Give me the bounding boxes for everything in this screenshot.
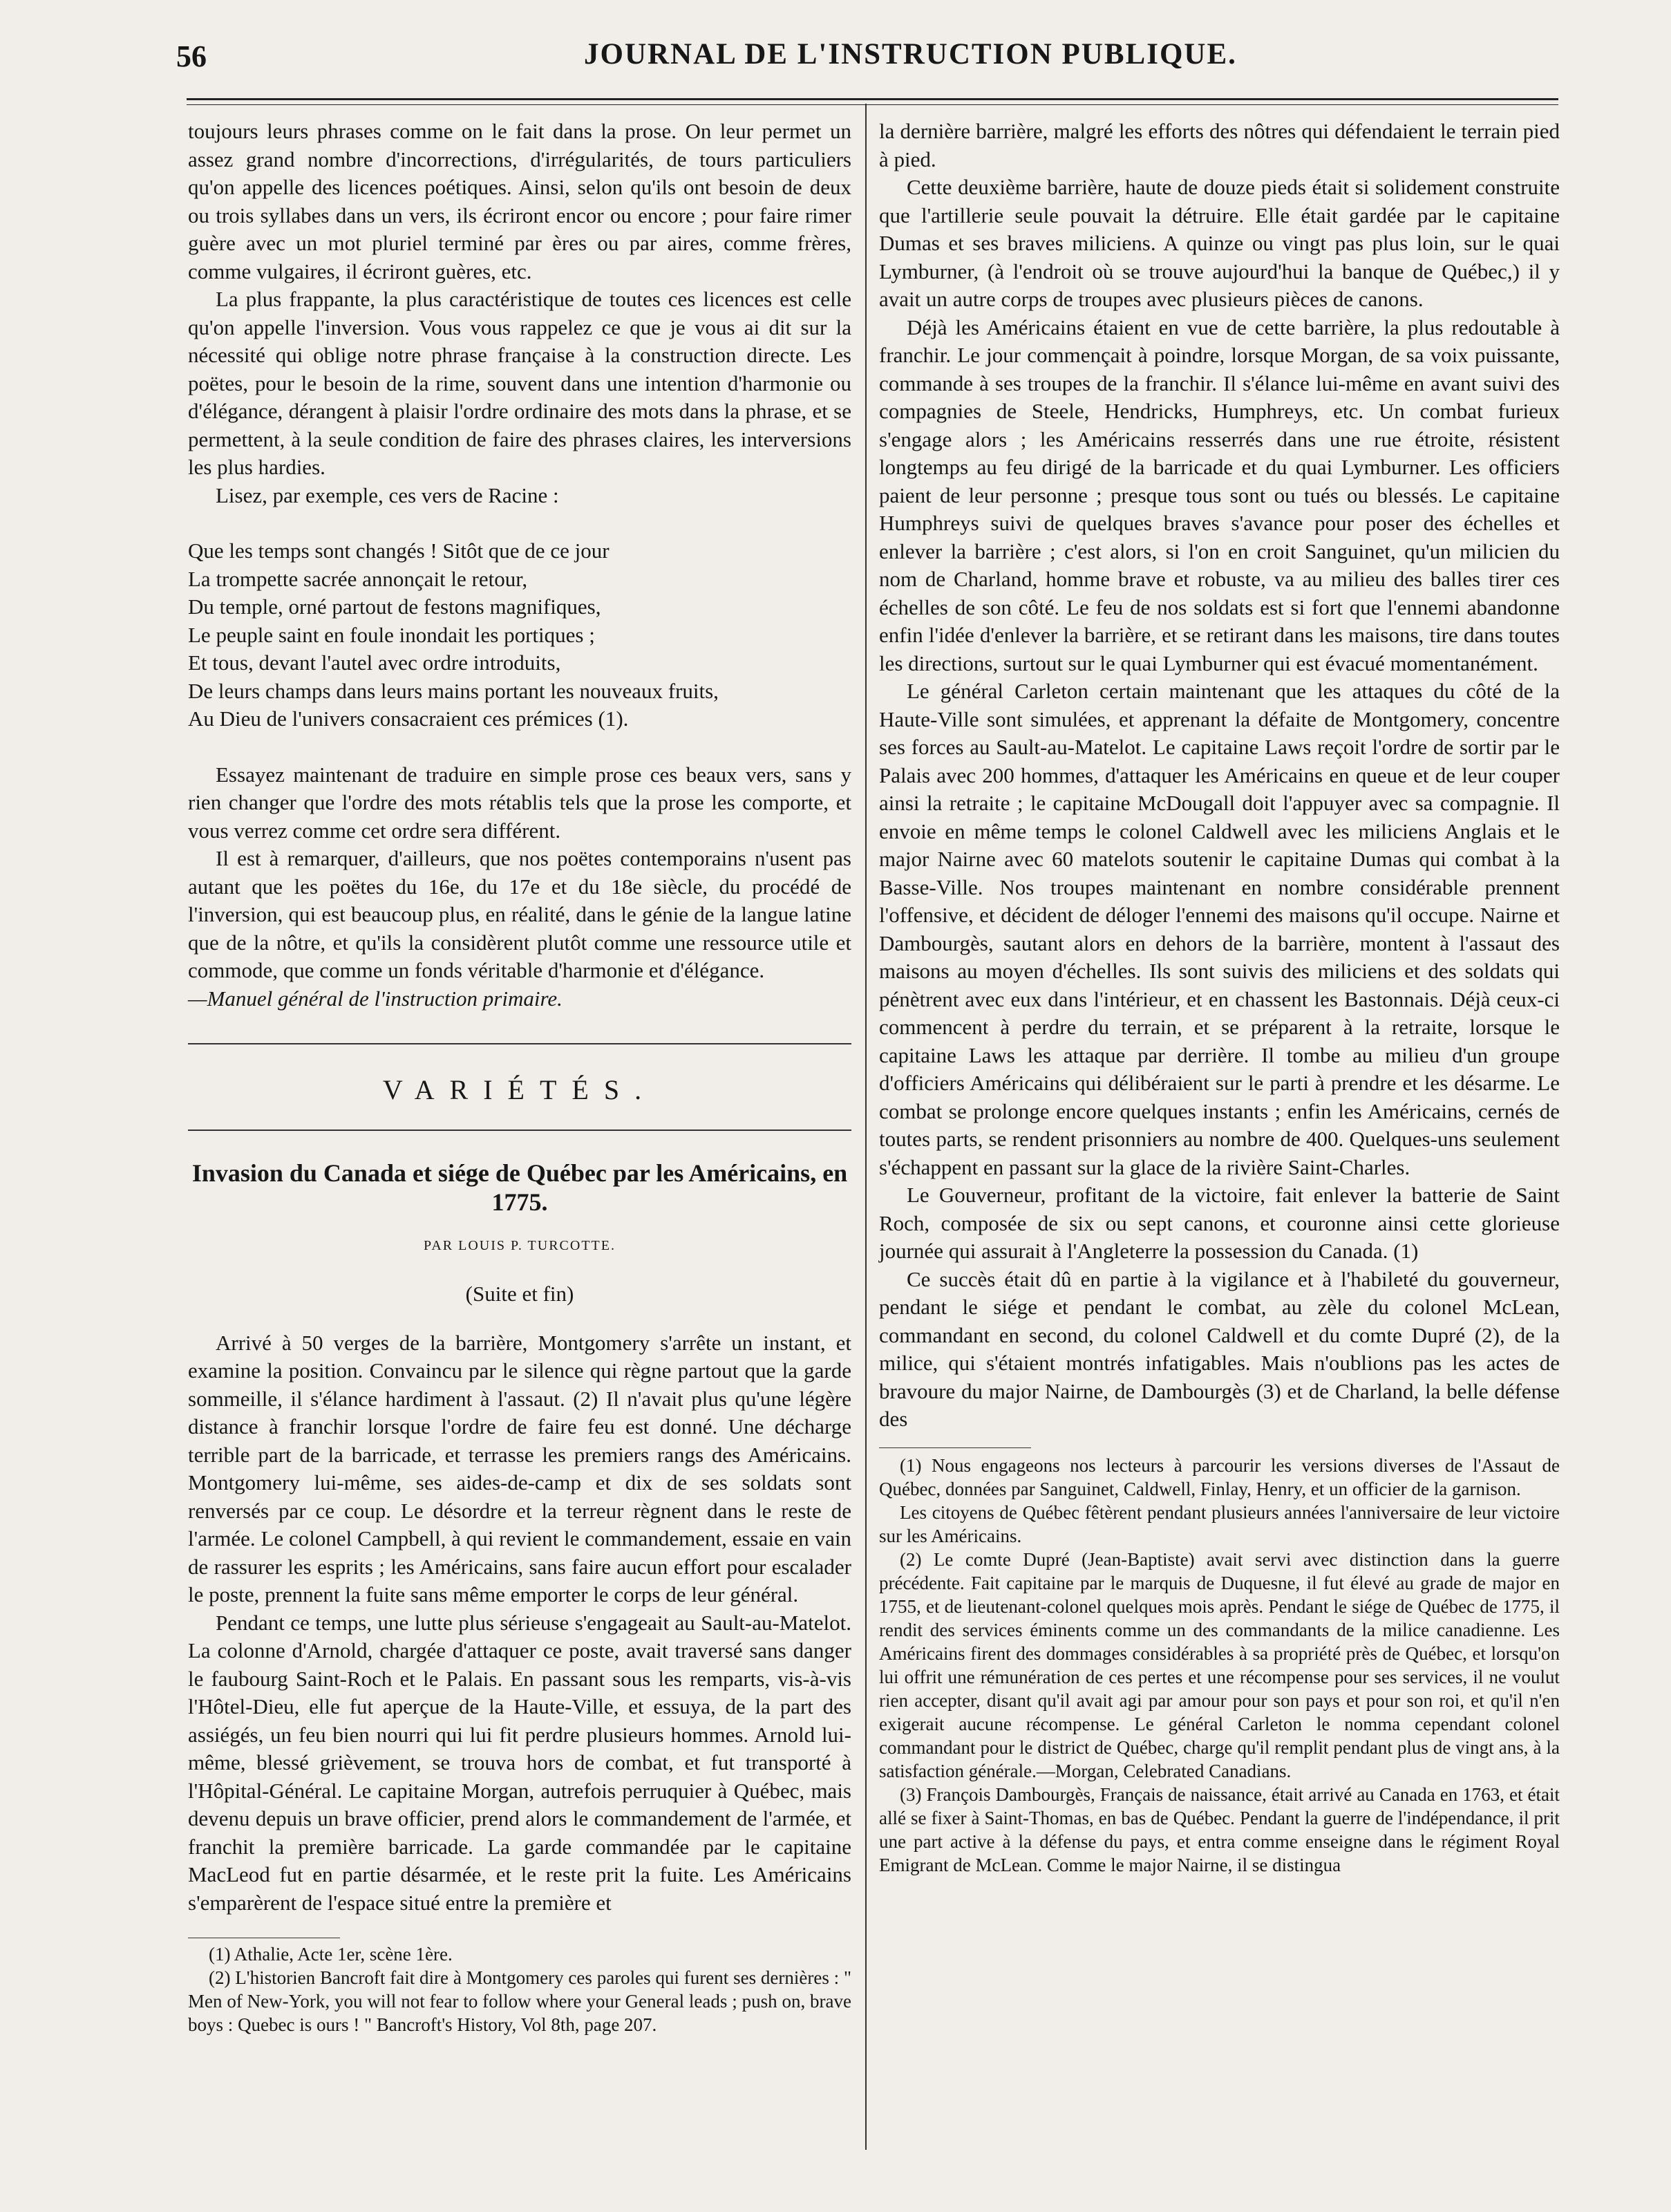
right-paragraph-4: Le général Carleton certain maintenant que les attaques du côté de la Haute-Ville sont simulées, et apprenant la défaite de Montgomery, concentre ses forces au Sault-au-Matelot. Le capitaine Laws reçoit l'ordre de sortir par le Palais avec 200 hommes, d'attaquer les Américains en queue et de leur couper ainsi la retraite ; le capitaine McDougall doit l'appuyer avec sa compagnie. Il envoie en même temps le colonel Caldwell avec les miliciens Anglais et le major Nairne avec 60 matelots soutenir le capitaine Dumas qui combat à la Basse-Ville. Nos troupes maintenant en nombre considérable prennent l'offensive, et décident de déloger l'ennemi des maisons qu'il occupe. Nairne et Dambourgès, sautant alors en dehors de la barrière, montent à l'assaut des maisons au moyen d'échelles. Ils sont suivis des miliciens et des soldats qui pénètrent avec eux dans l'intérieur, et en chassent les Bastonnais. Déjà ceux-ci commencent à perdre du terrain, et se préparent à la retraite, lorsque le capitaine Laws les attaque par derrière. Il tombe au milieu d'un groupe d'officiers Américains qui délibéraient sur le parti à prendre et les désarme. Le combat se prolonge encore quelques instants ; enfin les Américains, cernés de toutes parts, se rendent prisonniers au nombre de 400. Quelques-uns seulement s'échappent en passant sur la glace de la rivière Saint-Charles. — [879, 679, 1560, 1179]
left-paragraph-3: Lisez, par exemple, ces vers de Racine : — [216, 482, 559, 507]
right-footnotes — [879, 1454, 1560, 1877]
journal-title: JOURNAL DE L'INSTRUCTION PUBLIQUE. — [584, 38, 1237, 71]
verse-line: Du temple, orné partout de festons magnifiques, — [188, 594, 601, 619]
article-title: Invasion du Canada et siége de Québec par les Américains, en 1775. — [191, 1159, 848, 1216]
left-paragraph-2: La plus frappante, la plus caractéristique de toutes ces licences est celle qu'on appelle l'inversion. Vous vous rappelez ce que je vous ai dit sur la nécessité qui oblige notre phrase française à la construction directe. Les poëtes, pour le besoin de la rime, souvent dans une intention d'harmonie ou d'élégance, dérangent à plaisir l'ordre ordinaire des mots dans la phrase, et se permettent, à la seule condition de faire des phrases claires, les interversions les plus hardies. — [188, 287, 851, 479]
verse-line: Que les temps sont changés ! Sitôt que de ce jour — [188, 538, 610, 563]
right-paragraph-6: Ce succès était dû en partie à la vigilance et à l'habileté du gouverneur, pendant le siége et pendant le combat, au zèle du colonel McLean, commandant en second, du colonel Caldwell et du comte Dupré (2), de la milice, qui s'étaient montrés infatigables. Mais n'oublions pas les actes de bravoure du major Nairne, de Dambourgès (3) et de Charland, la belle défense des — [879, 1266, 1560, 1431]
left-paragraph-6: Arrivé à 50 verges de la barrière, Montgomery s'arrête un instant, et examine la position. Convaincu par le silence qui règne partout que la garde sommeille, il s'élance hardiment à l'assaut. (2) Il n'avait plus qu'une légère distance à franchir lorsque l'ordre de faire feu est donné. Une décharge terrible part de la barricade, et terrasse les premiers rangs des Américains. Montgomery lui-même, ses aides-de-camp et dix de ses soldats sont renversés par ce coup. Le désordre et la terreur règnent dans le reste de l'armée. Le colonel Campbell, à qui revient le commandement, essaie en vain de rassurer les esprits ; les Américains, sans faire aucun effort pour escalader le poste, prennent la fuite sans même emporter le corps de leur général. — [188, 1330, 851, 1606]
page-header — [176, 33, 1551, 75]
left-paragraph-7: Pendant ce temps, une lutte plus sérieuse s'engageait au Sault-au-Matelot. La colonne d'Arnold, chargée d'attaquer ce poste, avait traversé sans danger le faubourg Saint-Roch et le Palais. En passant sous les remparts, vis-à-vis l'Hôtel-Dieu, elle fut aperçue de la Haute-Ville, et essuya, de la part des assiégés, un feu bien nourri qui lui fit perdre plusieurs hommes. Arnold lui-même, blessé grièvement, se trouva hors de combat, et fut transporté à l'Hôpital-Général. Le capitaine Morgan, autrefois perruquier à Québec, mais devenu depuis un brave officier, prend alors le commandement de l'armée, et franchit la première barricade. La garde commandée par le capitaine MacLeod fut en partie désarmée, et le reste prit la fuite. Les Américains s'emparèrent de l'espace situé entre la première et — [188, 1610, 851, 1915]
left-column — [188, 118, 851, 2036]
verse-line: De leurs champs dans leurs mains portant les nouveaux fruits, — [188, 678, 719, 703]
suite-label: (Suite et fin) — [465, 1282, 574, 1306]
byline: PAR LOUIS P. TURCOTTE. — [424, 1237, 616, 1253]
footnote: (1) Nous engageons nos lecteurs à parcourir les versions diverses de l'Assaut de Québec, données par Sanguinet, Caldwell, Finlay, Henry, et un officier de la garnison. — [879, 1454, 1560, 1499]
right-paragraph-1: la dernière barrière, malgré les efforts des nôtres qui défendaient le terrain pied à pied. — [879, 119, 1560, 171]
column-divider — [865, 104, 867, 2150]
verse-line: La trompette sacrée annonçait le retour, — [188, 566, 528, 591]
footnote-rule — [879, 1447, 1031, 1448]
verse-line: Et tous, devant l'autel avec ordre introduits, — [188, 650, 561, 675]
attribution: —Manuel général de l'instruction primaire. — [188, 986, 563, 1011]
verse-line: Le peuple saint en foule inondait les portiques ; — [188, 622, 595, 647]
footnote: (2) Le comte Dupré (Jean-Baptiste) avait servi avec distinction dans la guerre précédente. Fait capitaine par le marquis de Duquesne, il fut élevé au grade de major en 1755, et de lieutenant-colonel quelques mois après. Pendant le siége de Québec de 1775, il rendit des services éminents comme un des commandants de la milice canadienne. Les Américains firent des dommages considérables à sa propriété près de Québec, et lorsqu'on lui offrit une rémunération de ces pertes et une récompense pour ses services, il ne voulut rien accepter, disant qu'il avait agi par amour pour son pays et pour son roi, et qu'il n'en exigerait aucune récompense. Le général Carleton le nomma cependant colonel commandant pour le district de Québec, charge qu'il remplit pendant plus de vingt ans, à la satisfaction générale.—Morgan, Celebrated Canadians. — [879, 1548, 1560, 1781]
footnote: (2) L'historien Bancroft fait dire à Montgomery ces paroles qui furent ses dernières : " Men of New-York, you will not fear to follow where your General leads ; push on, brave boys : Quebec is ours ! " Bancroft's History, Vol 8th, page 207. — [188, 1967, 851, 2035]
right-paragraph-2: Cette deuxième barrière, haute de douze pieds était si solidement construite que l'artillerie seule pouvait la détruire. Elle était gardée par le capitaine Dumas et ses braves miliciens. A quinze ou vingt pas plus loin, sur le quai Lymburner, (à l'endroit où se trouve aujourd'hui la banque de Québec,) il y avait un autre corps de troupes avec plusieurs pièces de canons. — [879, 175, 1560, 311]
right-paragraph-3: Déjà les Américains étaient en vue de cette barrière, la plus redoutable à franchir. Le jour commençait à poindre, lorsque Morgan, de sa voix puissante, commande à ses troupes de la franchir. Il s'élance lui-même en avant suivi des compagnies de Steele, Hendricks, Humphreys, etc. Un combat furieux s'engage alors ; les Américains resserrés dans une rue étroite, résistent longtemps au feu dirigé de la barricade et du quai Lymburner. Les officiers paient de leur personne ; presque tous sont ou tués ou blessés. Le capitaine Humphreys suivi de quelques braves s'avance pour poser des échelles et enlever la barrière ; c'est alors, si l'on en croit Sanguinet, qu'un milicien du nom de Charland, homme brave et robuste, va au milieu des balles tirer ces échelles de son côté. Le feu de nos soldats est si fort que l'ennemi abandonne enfin l'idée d'enlever la barrière, et se retirant dans les maisons, tire dans toutes les directions, surtout sur le quai Lymburner qui est évacué momentanément. — [879, 315, 1560, 675]
header-rule — [187, 98, 1558, 105]
left-paragraph-5: Il est à remarquer, d'ailleurs, que nos poëtes contemporains n'usent pas autant que les poëtes du 16e, du 17e et du 18e siècle, du procédé de l'inversion, qui est beaucoup plus, en réalité, dans le génie de la langue latine que de la nôtre, et qu'ils la considèrent plutôt comme une ressource utile et commode, que comme un fonds véritable d'harmonie et d'élégance. — [188, 846, 851, 982]
footnote: (3) François Dambourgès, Français de naissance, était arrivé au Canada en 1763, et était allé se fixer à Saint-Thomas, en bas de Québec. Pendant la guerre de l'indépendance, il prit une part active à la défense du pays, et entra comme enseigne dans le régiment Royal Emigrant de McLean. Comme le major Nairne, il se distingua — [879, 1783, 1560, 1875]
verse-line: Au Dieu de l'univers consacraient ces prémices (1). — [188, 706, 629, 731]
page-number: 56 — [176, 39, 207, 73]
section-rule — [188, 1043, 851, 1044]
left-paragraph-1: toujours leurs phrases comme on le fait dans la prose. On leur permet un assez grand nombre d'incorrections, d'irrégularités, de tours particuliers qu'on appelle des licences poétiques. Ainsi, selon qu'ils ont besoin de deux ou trois syllabes dans un vers, ils écriront encor ou encore ; pour faire rimer guère avec un mot pluriel terminé par ères ou par aires, comme frères, comme vulgaires, il écriront guères, etc. — [188, 119, 851, 283]
section-heading: VARIÉTÉS. — [382, 1074, 657, 1105]
right-paragraph-5: Le Gouverneur, profitant de la victoire, fait enlever la batterie de Saint Roch, composée de six ou sept canons, et couronne ainsi cette glorieuse journée qui assurait à l'Angleterre la possession du Canada. (1) — [879, 1183, 1560, 1263]
left-footnotes — [188, 1942, 851, 2036]
footnote: Les citoyens de Québec fêtèrent pendant plusieurs années l'anniversaire de leur victoire sur les Américains. — [879, 1501, 1560, 1546]
footnote: (1) Athalie, Acte 1er, scène 1ère. — [209, 1944, 453, 1965]
right-column — [879, 118, 1560, 1877]
racine-verse — [188, 537, 851, 733]
left-paragraph-4: Essayez maintenant de traduire en simple prose ces beaux vers, sans y rien changer que l'ordre des mots rétablis tels que la prose les comporte, et vous verrez comme cet ordre sera différent. — [188, 762, 851, 843]
section-rule — [188, 1130, 851, 1131]
